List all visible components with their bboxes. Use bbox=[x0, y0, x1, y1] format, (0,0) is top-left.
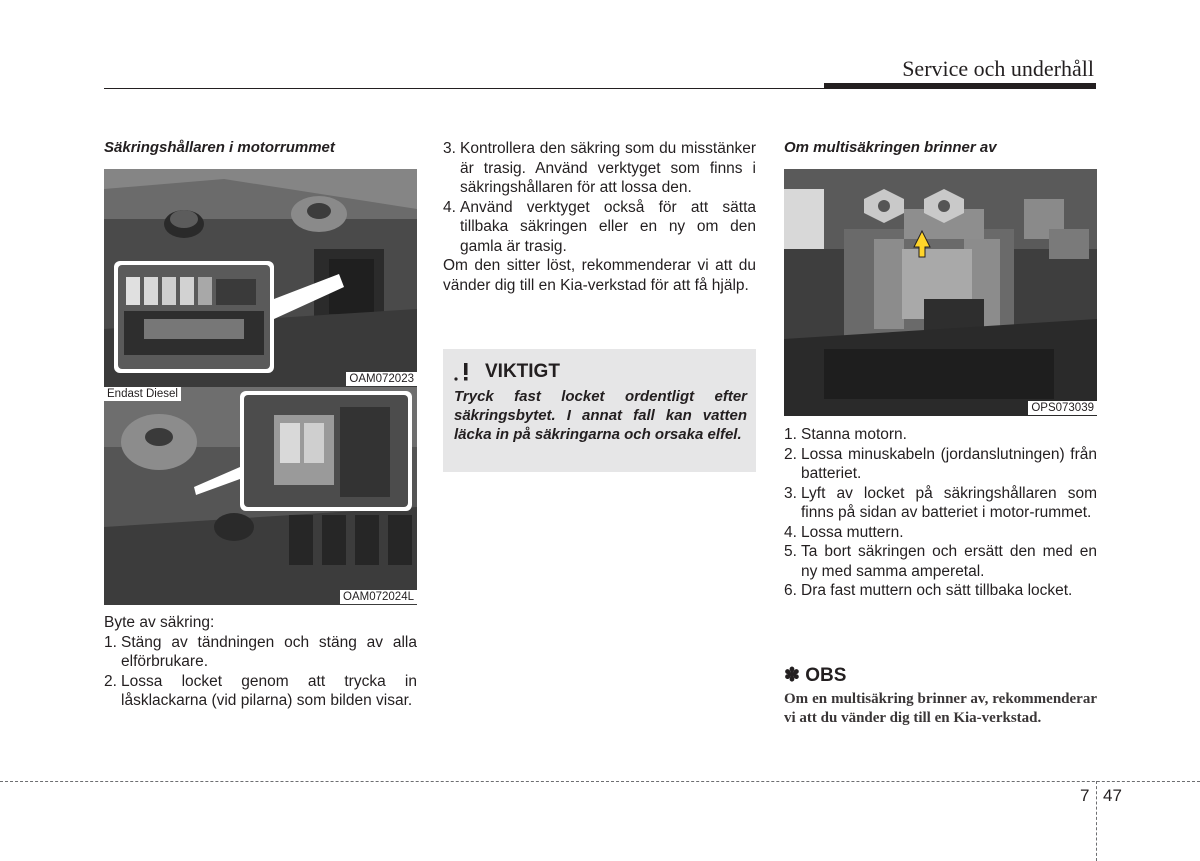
diesel-only-tag: Endast Diesel bbox=[104, 387, 181, 401]
list-item: 3. Kontrollera den säkring som du misstänker är trasig. Använd verktyget som finns i säkringshållaren för att lossa den. bbox=[443, 140, 756, 196]
list-item: 5. Ta bort säkringen och ersätt den med en ny med samma amperetal. bbox=[784, 543, 1097, 580]
engine-fuse-holder-photo bbox=[104, 169, 417, 387]
list-item: 1. Stäng av tändningen och stäng av alla elförbrukare. bbox=[104, 633, 417, 670]
warning-title: VIKTIGT bbox=[485, 361, 560, 382]
list-item: 3. Lyft av locket på säkringshållaren som finns på sidan av batteriet i motor-rummet. bbox=[784, 484, 1097, 521]
list-item: 4. Använd verktyget också för att sätta tillbaka säkringen eller en ny om den gamla är trasig. bbox=[443, 198, 756, 255]
header-rule bbox=[104, 88, 1096, 89]
list-item: 4. Lossa muttern. bbox=[784, 523, 904, 541]
image-code-label: OPS073039 bbox=[1028, 401, 1097, 415]
column-1-text bbox=[104, 613, 417, 711]
list-item: 2. Lossa minuskabeln (jordanslutningen) från batteriet. bbox=[784, 445, 1097, 482]
note-text: Om en multisäkring brinner av, rekommenderar vi att du vänder dig till en Kia-verkstad. bbox=[784, 691, 1097, 726]
image-code-label: OAM072023 bbox=[346, 372, 417, 386]
list-item: 6. Dra fast muttern och sätt tillbaka locket. bbox=[784, 582, 1073, 599]
support-paragraph: Om den sitter löst, rekommenderar vi att du vänder dig till en Kia-verkstad för att få hjälp. bbox=[443, 257, 756, 294]
note-section bbox=[784, 664, 1097, 728]
chapter-number: 7 bbox=[1080, 786, 1090, 805]
page-number: 47 bbox=[1103, 786, 1122, 805]
intro-text: Byte av säkring: bbox=[104, 614, 215, 631]
list-item: 1. Stanna motorn. bbox=[784, 426, 907, 443]
footer-divider bbox=[1096, 781, 1097, 861]
warning-text: Tryck fast locket ordentligt efter säkringsbytet. I annat fall kan vatten läcka in på säkringarna och orsaka elfel. bbox=[454, 388, 747, 443]
list-item: 2. Lossa locket genom att trycka in låsklackarna (vid pilarna) som bilden visar. bbox=[104, 672, 417, 709]
diesel-fuse-holder-photo bbox=[104, 387, 417, 605]
image-code-label: OAM072024L bbox=[340, 590, 417, 604]
section-caption-fuse-holder: Säkringshållaren i motorrummet bbox=[104, 139, 335, 156]
warning-icon bbox=[453, 361, 479, 383]
footer-rule bbox=[0, 781, 1200, 782]
column-3-text bbox=[784, 425, 1097, 601]
column-2-text bbox=[443, 139, 756, 295]
asterisk-icon: ✽ bbox=[784, 665, 800, 686]
multifuse-photo bbox=[784, 169, 1097, 416]
note-heading: ✽ OBS bbox=[784, 665, 847, 686]
warning-box bbox=[443, 349, 756, 472]
page-header-title: Service och underhåll bbox=[902, 56, 1094, 81]
section-caption-multifuse: Om multisäkringen brinner av bbox=[784, 139, 997, 156]
